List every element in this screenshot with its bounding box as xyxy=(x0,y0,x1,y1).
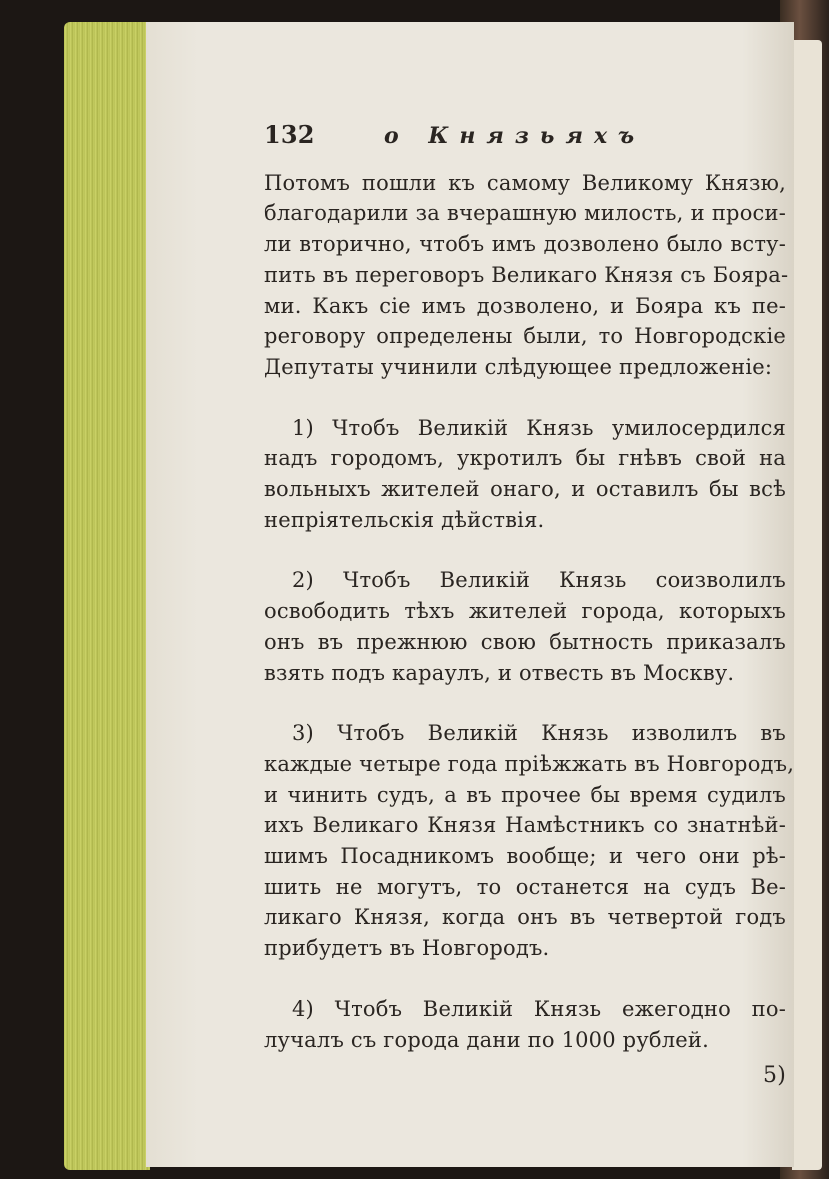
text-line: лучалъ съ города дани по 1000 рублей. xyxy=(264,1027,709,1052)
text-line: ми. Какъ сіе имъ дозволено, и Бояра къ пе- xyxy=(264,293,786,318)
item-4-paragraph xyxy=(264,994,786,1055)
text-line: 1) Чтобъ Великій Князь умилосердился xyxy=(292,415,786,440)
text-line: реговору определены были, то Новгородскіе xyxy=(264,324,786,349)
text-line: Потомъ пошли къ самому Великому Князю, xyxy=(264,170,786,195)
page-edges xyxy=(64,22,150,1170)
text-line: шимъ Посадникомъ вообще; и чего они рѣ- xyxy=(264,844,786,869)
running-head xyxy=(264,120,786,152)
book-page xyxy=(146,22,794,1167)
intro-paragraph xyxy=(264,168,789,383)
text-line: ликаго Князя, когда онъ въ четвертой годъ xyxy=(264,905,786,930)
text-line: каждые четыре года пріѣжжать въ Новгородъ, xyxy=(264,751,795,776)
text-line: освободить тѣхъ жителей города, которыхъ xyxy=(264,599,786,624)
text-line: вольныхъ жителей онаго, и оставилъ бы всѣ xyxy=(264,477,786,502)
item-1-paragraph xyxy=(264,413,786,536)
next-page-edge xyxy=(792,40,822,1170)
running-title: о Князьяхъ xyxy=(384,123,646,149)
text-line: 3) Чтобъ Великій Князь изволилъ въ xyxy=(292,721,786,746)
text-line: взять подъ караулъ, и отвесть въ Москву. xyxy=(264,660,735,685)
text-line: 2) Чтобъ Великій Князь соизволилъ xyxy=(292,568,786,593)
catchword: 5) xyxy=(763,1063,786,1089)
text-line: ли вторично, чтобъ имъ дозволено было всту- xyxy=(264,232,786,257)
text-line: ихъ Великаго Князя Намѣстникъ со знатнѣй- xyxy=(264,813,786,838)
text-line: прибудетъ въ Новгородъ. xyxy=(264,936,550,961)
text-line: пить въ переговоръ Великаго Князя съ Бояра- xyxy=(264,262,789,287)
text-line: Депутаты учинили слѣдующее предложеніе: xyxy=(264,354,773,379)
text-line: 4) Чтобъ Великій Князь ежегодно по- xyxy=(292,996,786,1021)
text-line: онъ въ прежнюю свою бытность приказалъ xyxy=(264,629,786,654)
text-line: надъ городомъ, укротилъ бы гнѣвъ свой на xyxy=(264,446,786,471)
item-2-paragraph xyxy=(264,565,786,688)
page-number: 132 xyxy=(264,120,315,149)
text-line: шить не могутъ, то останется на судъ Ве- xyxy=(264,874,786,899)
text-line: и чинить судъ, а въ прочее бы время судилъ xyxy=(264,782,786,807)
text-line: благодарили за вчерашную милость, и проси- xyxy=(264,201,786,226)
item-3-paragraph xyxy=(264,718,795,964)
text-line: непріятельскія дѣйствія. xyxy=(264,507,545,532)
page-text xyxy=(264,120,795,1092)
